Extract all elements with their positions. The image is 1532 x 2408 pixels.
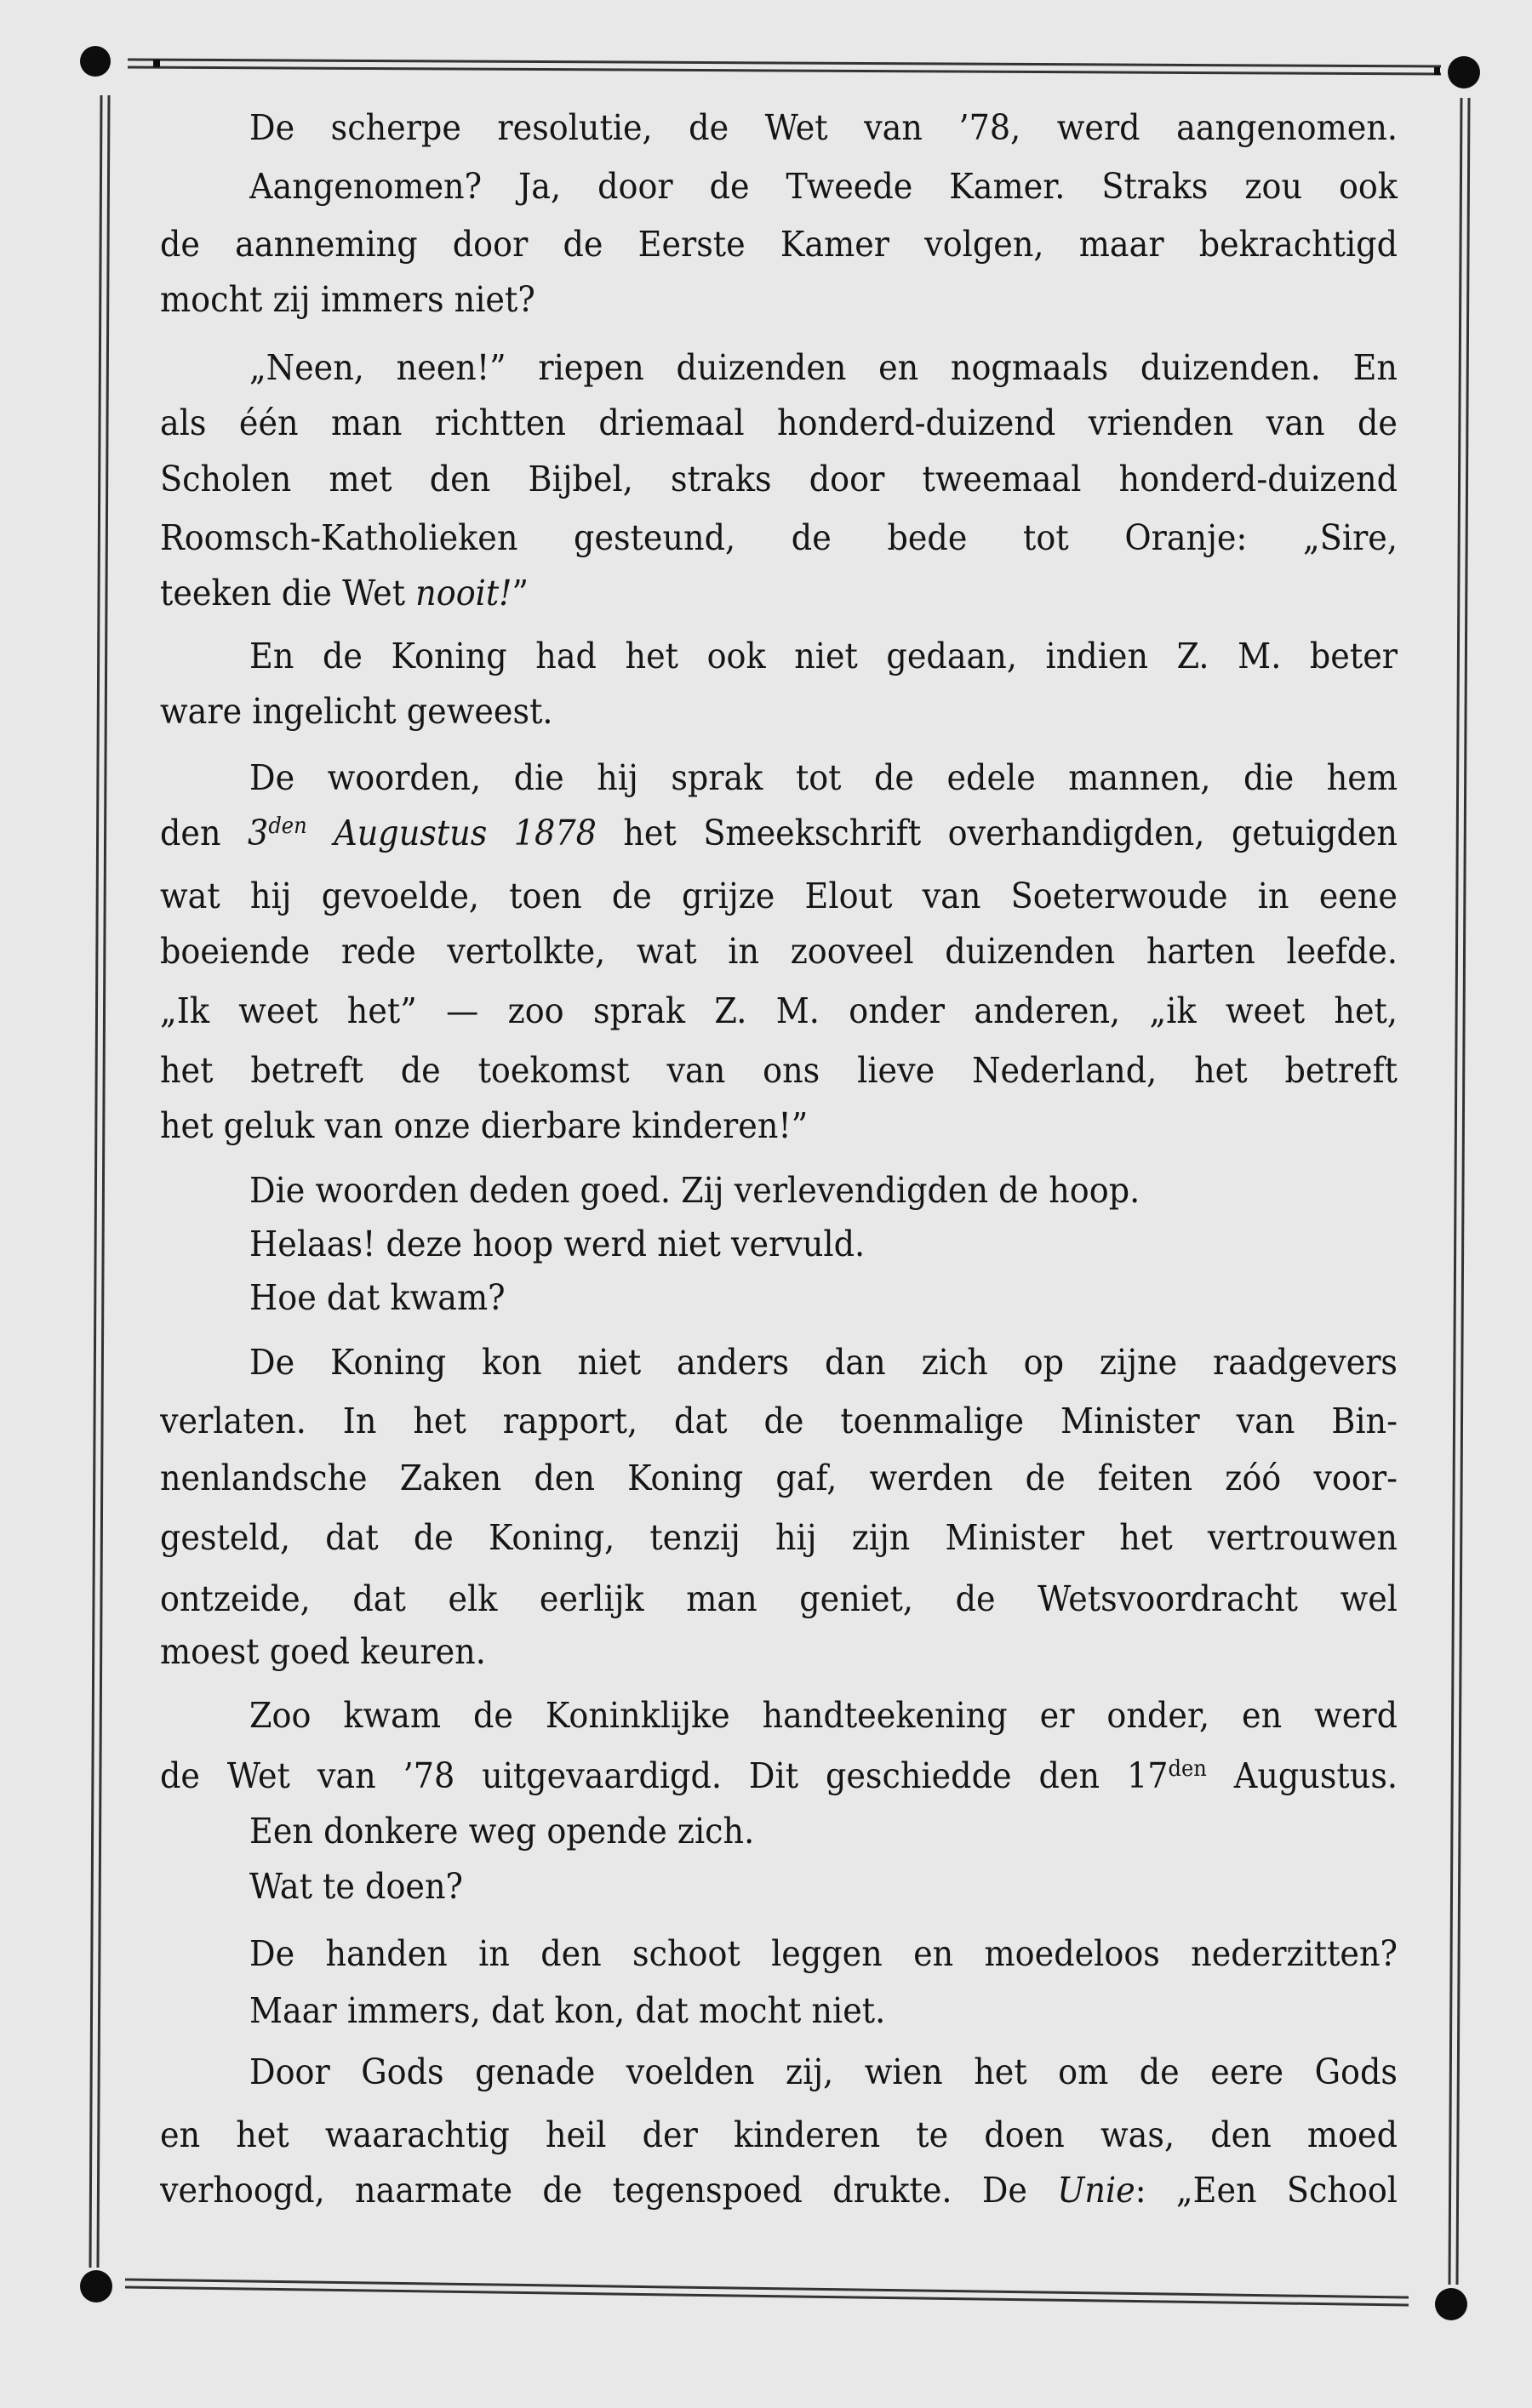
text-line: Die woorden deden goed. Zij verlevendigden de hoop.: [249, 1170, 1140, 1211]
text-line: Maar immers, dat kon, dat mocht niet.: [249, 1990, 886, 2031]
text-line: mocht zij immers niet?: [160, 279, 535, 320]
text-line: De Koning kon niet anders dan zich op zijne raadgevers: [249, 1342, 1398, 1383]
text-line: boeiende rede vertolkte, wat in zooveel duizenden harten leefde.: [160, 931, 1398, 972]
text-line: Roomsch-Katholieken gesteund, de bede tot Oranje: „Sire,: [160, 517, 1398, 558]
text-line: verhoogd, naarmate de tegenspoed drukte. De Unie: „Een School: [160, 2170, 1398, 2211]
text-line: De woorden, die hij sprak tot de edele mannen, die hem: [249, 757, 1398, 798]
text-line: het geluk van onze dierbare kinderen!”: [160, 1105, 809, 1146]
text-line: Wat te doen?: [249, 1866, 463, 1907]
text-line: De handen in den schoot leggen en moedeloos nederzitten?: [249, 1933, 1398, 1974]
text-line: en het waarachtig heil der kinderen te doen was, den moed: [160, 2114, 1398, 2155]
text-line: Een donkere weg opende zich.: [249, 1811, 755, 1852]
text-line: den $3^{den}$ Augustus 1878 het Smeekschrift overhandigden, getuigden: [160, 813, 1398, 853]
text-line: Door Gods genade voelden zij, wien het om de eere Gods: [249, 2051, 1398, 2092]
text-line: ware ingelicht geweest.: [160, 691, 553, 732]
text-line: de Wet van ’78 uitgevaardigd. Dit geschiedde den $17^{den}$ Augustus.: [160, 1755, 1398, 1796]
text-line: als één man richtten driemaal honderd-duizend vrienden van de: [160, 402, 1398, 443]
text-line: teeken die Wet nooit!”: [160, 573, 529, 613]
text-line: ontzeide, dat elk eerlijk man geniet, de Wetsvoordracht wel: [160, 1578, 1398, 1619]
text-line: De scherpe resolutie, de Wet van ’78, werd aangenomen.: [249, 107, 1398, 148]
text-line: Aangenomen? Ja, door de Tweede Kamer. Straks zou ook: [249, 166, 1398, 207]
text-line: Helaas! deze hoop werd niet vervuld.: [249, 1224, 866, 1264]
text-line: Zoo kwam de Koninklijke handteekening er onder, en werd: [249, 1695, 1398, 1736]
text-line: moest goed keuren.: [160, 1631, 486, 1672]
text-line: En de Koning had het ook niet gedaan, indien Z. M. beter: [249, 636, 1398, 676]
text-line: Scholen met den Bijbel, straks door tweemaal honderd-duizend: [160, 459, 1398, 499]
text-line: verlaten. In het rapport, dat de toenmalige Minister van Bin-: [160, 1401, 1398, 1441]
text-line: „Neen, neen!” riepen duizenden en nogmaals duizenden. En: [249, 347, 1398, 388]
text-line: Hoe dat kwam?: [249, 1277, 506, 1318]
text-line: het betreft de toekomst van ons lieve Nederland, het betreft: [160, 1050, 1398, 1091]
text-line: de aanneming door de Eerste Kamer volgen, maar bekrachtigd: [160, 224, 1398, 265]
text-line: wat hij gevoelde, toen de grijze Elout van Soeterwoude in eene: [160, 876, 1398, 916]
text-line: „Ik weet het” — zoo sprak Z. M. onder anderen, „ik weet het,: [160, 990, 1398, 1031]
text-line: gesteld, dat de Koning, tenzij hij zijn Minister het vertrouwen: [160, 1517, 1398, 1558]
text-line: nenlandsche Zaken den Koning gaf, werden de feiten zóó voor-: [160, 1458, 1398, 1498]
